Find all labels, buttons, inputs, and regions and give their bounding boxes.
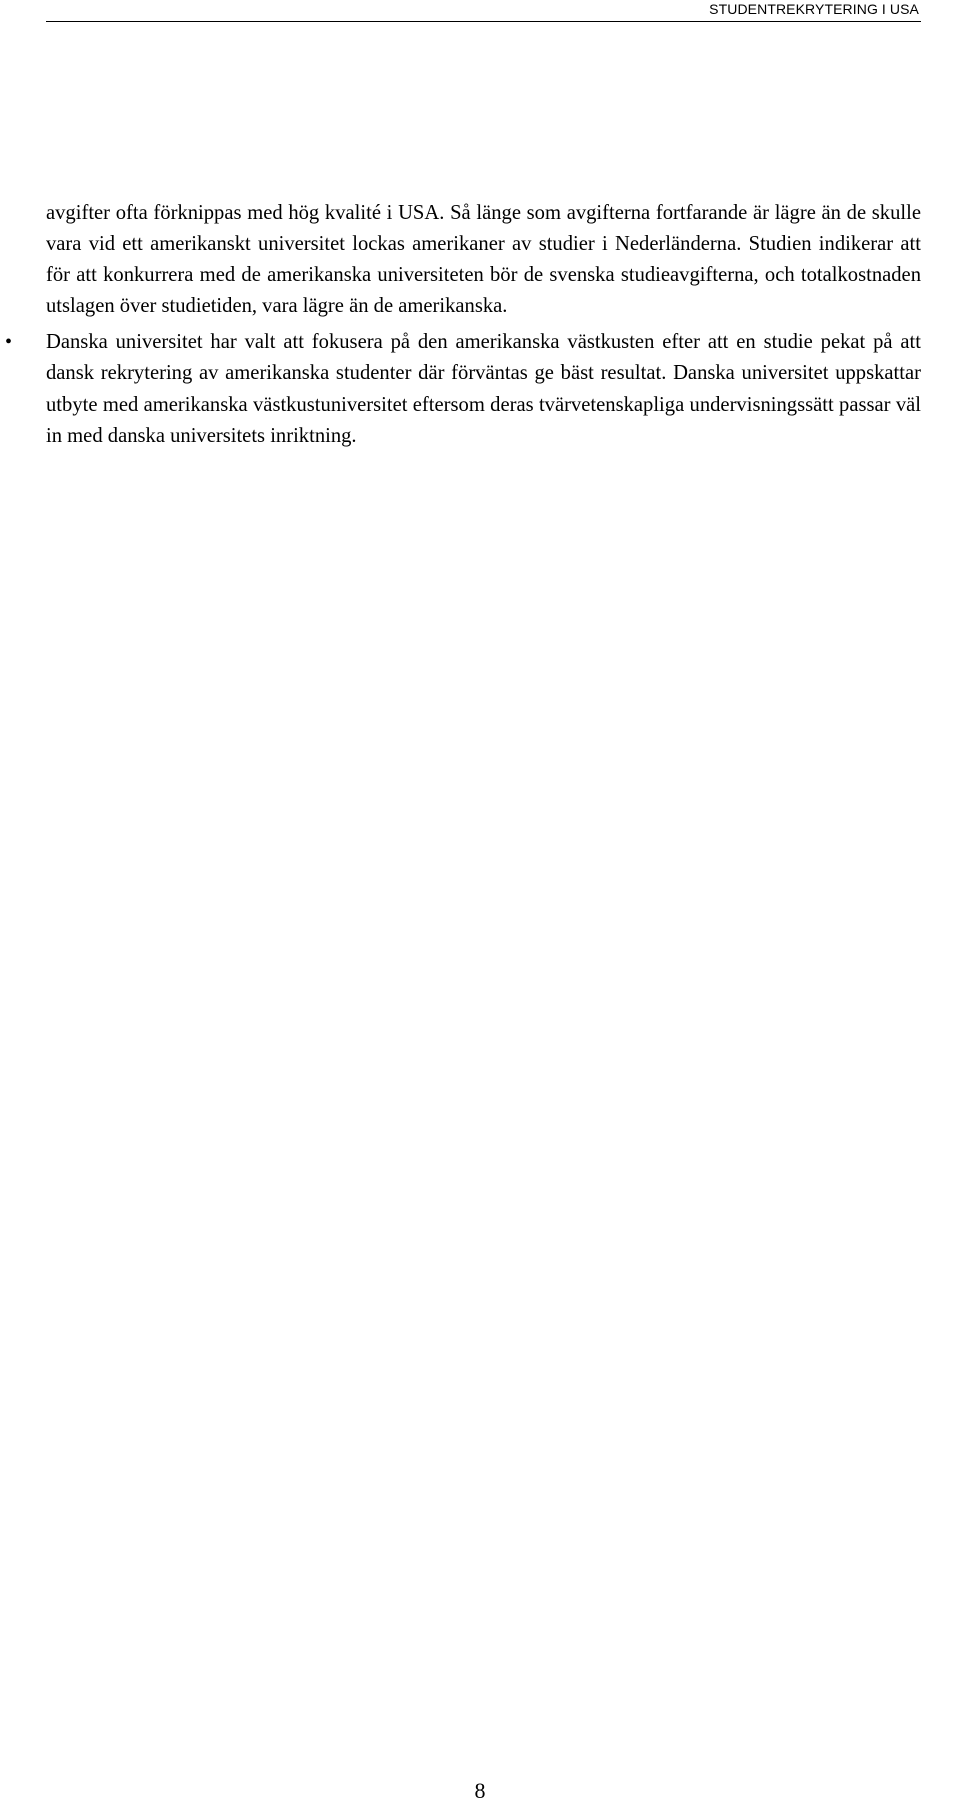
header-title: STUDENTREKRYTERING I USA bbox=[709, 1, 919, 17]
document-body bbox=[5, 198, 921, 452]
bullet-list-item bbox=[5, 327, 921, 451]
bullet-icon: • bbox=[5, 331, 13, 354]
page-number: 8 bbox=[474, 1778, 486, 1803]
bullet-text: Danska universitet har valt att fokusera på den amerikanska västkusten efter att en studie pekat på att dansk rekrytering av amerikanska studenter där förväntas ge bäst resultat. Danska universitet uppskattar utbyte med amerikanska västkustuniversitet eftersom deras tvärvetenskapliga undervisningssätt passar väl in med danska universitets inriktning. bbox=[46, 331, 921, 447]
body-paragraph: avgifter ofta förknippas med hög kvalité i USA. Så länge som avgifterna fortfarande är lägre än de skulle vara vid ett amerikanskt universitet lockas amerikaner av studier i Nederländerna. Studien indikerar att för att konkurrera med de amerikanska universiteten bör de svenska studieavgifterna, och totalkostnaden utslagen över studietiden, vara lägre än de amerikanska. bbox=[46, 202, 921, 318]
running-header bbox=[46, 0, 921, 22]
